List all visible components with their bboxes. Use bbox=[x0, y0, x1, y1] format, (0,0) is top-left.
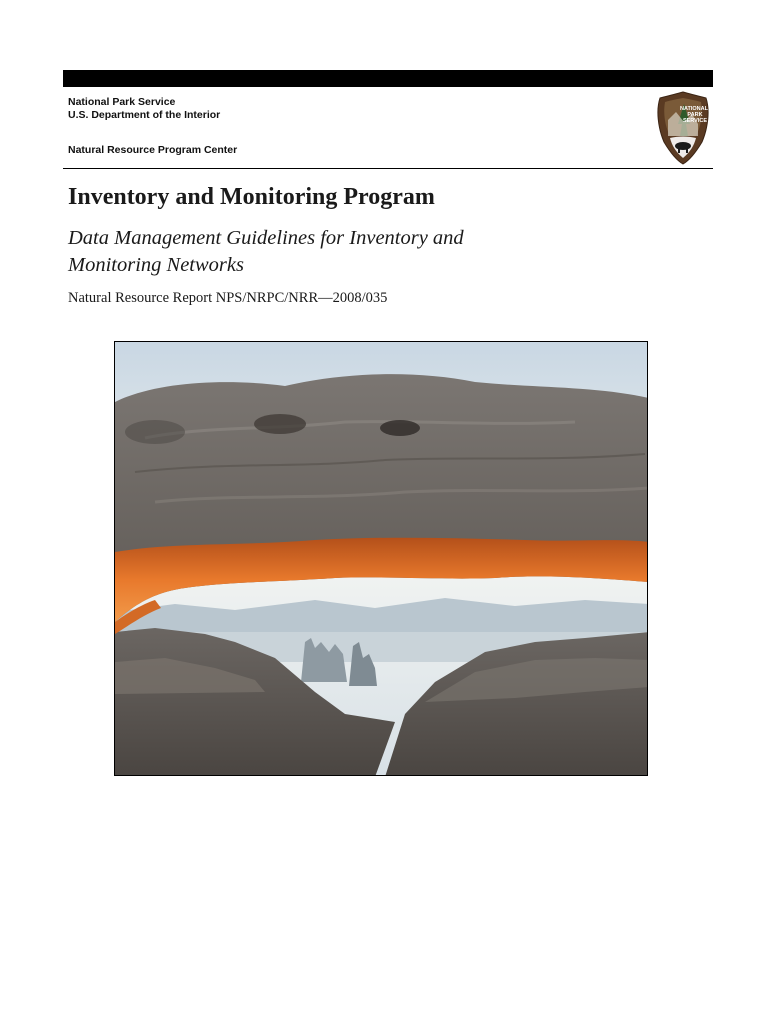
arch-landscape-photo bbox=[114, 341, 648, 776]
agency-name: National Park Service bbox=[68, 96, 176, 108]
logo-text-line2: PARK bbox=[687, 112, 703, 118]
report-number: Natural Resource Report NPS/NRPC/NRR—2008/035 bbox=[68, 290, 388, 306]
agency-block bbox=[68, 96, 220, 122]
logo-text-line1: NATIONAL bbox=[679, 106, 709, 112]
header-rule bbox=[63, 168, 713, 169]
page-title: Inventory and Monitoring Program bbox=[68, 184, 435, 210]
header-black-bar bbox=[63, 70, 713, 87]
page-subtitle: Data Management Guidelines for Inventory and Monitoring Networks bbox=[68, 227, 464, 276]
nps-arrowhead-icon bbox=[650, 90, 716, 166]
program-center-name: Natural Resource Program Center bbox=[68, 144, 238, 156]
department-name: U.S. Department of the Interior bbox=[68, 109, 221, 121]
logo-text-line3: SERVICE bbox=[682, 118, 708, 124]
